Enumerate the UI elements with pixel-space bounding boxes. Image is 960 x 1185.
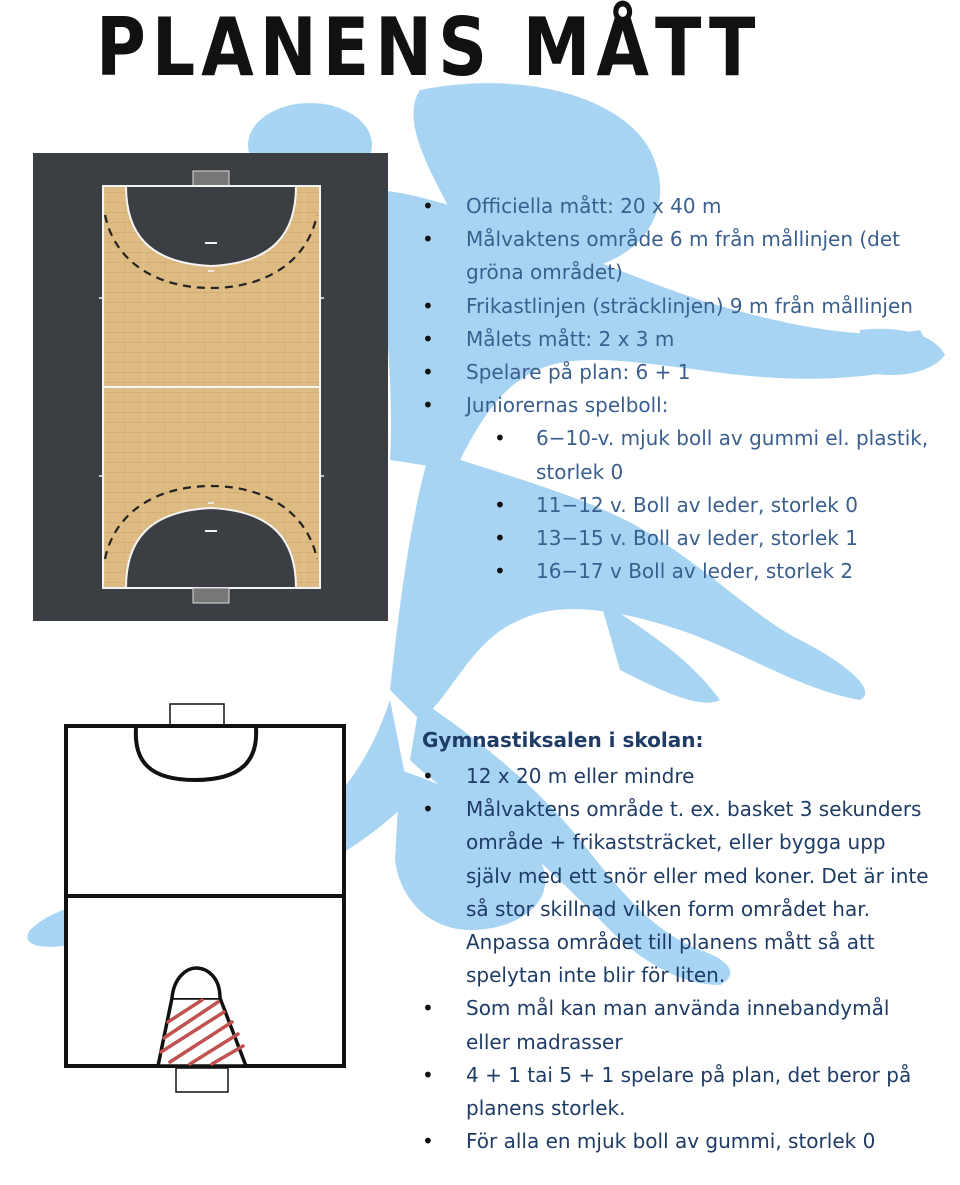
- list-item: • Officiella mått: 20 x 40 m: [422, 190, 952, 223]
- page-title: PLANENS MÅTT: [96, 2, 762, 96]
- list-item: • 4 + 1 tai 5 + 1 spelare på plan, det beror på planens storlek.: [422, 1059, 932, 1125]
- list-item: • 16−17 v Boll av leder, storlek 2: [422, 555, 952, 588]
- gym-facts-list: [422, 760, 932, 1158]
- junior-ball-list: [422, 422, 952, 588]
- list-item: • Spelare på plan: 6 + 1: [422, 356, 952, 389]
- list-item: • Målets mått: 2 x 3 m: [422, 323, 952, 356]
- gym-facts: [422, 760, 932, 1158]
- list-item: • 11−12 v. Boll av leder, storlek 0: [422, 489, 952, 522]
- court-facts-list: [422, 190, 952, 422]
- list-item: • Målvaktens område t. ex. basket 3 sekunders område + frikaststräcket, eller bygga upp själv med ett snör eller med koner. Det är inte så stor skillnad vilken form området har. Anpassa området till planens mått så att spelytan inte blir för liten.: [422, 793, 932, 992]
- list-item: • 13−15 v. Boll av leder, storlek 1: [422, 522, 952, 555]
- court-photo: [33, 153, 388, 621]
- list-item: • 12 x 20 m eller mindre: [422, 760, 932, 793]
- gym-heading: Gymnastiksalen i skolan:: [422, 728, 704, 752]
- gym-hall-sketch: [60, 700, 360, 1100]
- court-facts: [422, 190, 952, 588]
- list-item: • Juniorernas spelboll:: [422, 389, 952, 422]
- list-item: • Som mål kan man använda innebandymål eller madrasser: [422, 992, 932, 1058]
- list-item: • Målvaktens område 6 m från mållinjen (det gröna området): [422, 223, 952, 289]
- list-item: • För alla en mjuk boll av gummi, storlek 0: [422, 1125, 932, 1158]
- list-item: • Frikastlinjen (sträcklinjen) 9 m från mållinjen: [422, 290, 952, 323]
- list-item: • 6−10-v. mjuk boll av gummi el. plastik, storlek 0: [422, 422, 952, 488]
